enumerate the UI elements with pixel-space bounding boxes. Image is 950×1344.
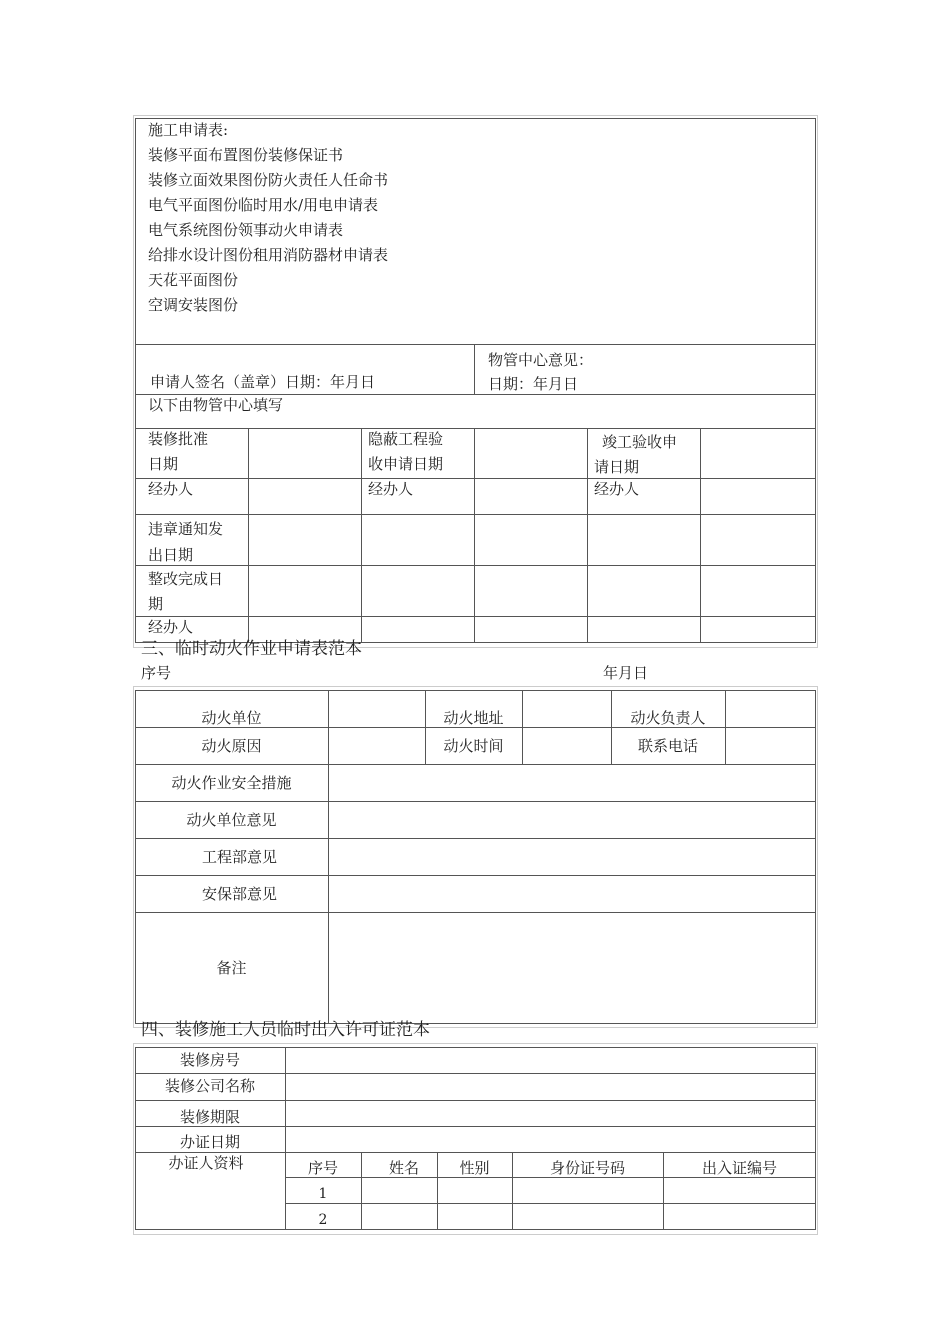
divider [135,1100,816,1101]
column-header: 出入证编号 [701,1159,777,1177]
material-item: 空调安装图份 [148,296,239,314]
section4-title: 四、装修施工人员临时出入许可证范本 [141,1020,430,1040]
engineering-opinion-label: 工程部意见 [201,848,277,866]
date-label: 年月日 [603,664,649,682]
applicant-info-label: 办证人资料 [168,1154,244,1172]
divider [135,838,816,839]
unit-opinion-label: 动火单位意见 [186,811,277,829]
material-item: 天花平面图份 [148,271,239,289]
divider [361,428,362,643]
column-header: 姓名 [388,1159,419,1177]
company-name-label: 装修公司名称 [164,1077,255,1095]
hidden-work-label: 隐蔽工程验 [368,430,444,448]
remarks-label: 备注 [216,959,247,977]
divider [135,1073,816,1074]
column-header: 身份证号码 [549,1159,625,1177]
divider [587,428,588,643]
material-item: 电气平面图份临时用水/用电申请表 [148,196,379,214]
room-no-label: 装修房号 [179,1051,240,1069]
divider [522,690,523,764]
contact-phone-label: 联系电话 [637,737,698,755]
materials-list [148,118,388,318]
fire-address-label: 动火地址 [443,709,504,727]
period-label: 装修期限 [179,1108,240,1126]
divider [474,428,475,643]
row-number: 2 [318,1212,328,1228]
fire-time-label: 动火时间 [443,737,504,755]
divider [135,912,816,913]
divider [700,428,701,643]
divider [135,428,816,429]
divider [135,478,816,479]
divider [474,344,475,394]
row-number: 1 [318,1186,328,1202]
divider [361,1152,362,1230]
divider [725,690,726,764]
rectify-label: 整改完成日 [148,570,224,588]
mgmt-opinion-label: 物管中心意见： [488,351,594,369]
material-item: 给排水设计图份租用消防器材申请表 [148,246,389,264]
handler-label: 经办人 [368,480,414,498]
material-item: 电气系统图份领事动火申请表 [148,221,344,239]
handler-label: 经办人 [594,480,640,498]
hidden-work-label-2: 收申请日期 [368,455,444,473]
section3-title: 三、临时动火作业申请表范本 [141,639,362,659]
material-item: 装修立面效果图份防火责任人任命书 [148,171,389,189]
fire-unit-label: 动火单位 [201,709,262,727]
rectify-label-2: 期 [148,595,164,613]
security-opinion-label: 安保部意见 [201,885,277,903]
divider [135,514,816,515]
applicant-signature-label: 申请人签名（盖章）日期：年月日 [150,373,376,391]
divider [135,801,816,802]
divider [135,875,816,876]
completion-label: 竣工验收申 [602,433,678,451]
approval-date-label: 装修批准 [148,430,209,448]
divider [135,616,816,617]
handler-label: 经办人 [148,618,194,636]
fill-below-note: 以下由物管中心填写 [148,396,284,414]
divider [135,764,816,765]
divider [285,1203,816,1204]
handler-label: 经办人 [148,480,194,498]
serial-label: 序号 [141,664,172,682]
safety-measures-label: 动火作业安全措施 [171,774,292,792]
divider [135,344,816,345]
divider [248,428,249,643]
mgmt-date-label: 日期：年月日 [488,375,579,393]
column-header: 性别 [459,1159,490,1177]
material-item: 装修平面布置图份装修保证书 [148,146,344,164]
fire-reason-label: 动火原因 [201,737,262,755]
violation-label: 违章通知发 [148,520,224,538]
violation-label-2: 出日期 [148,546,194,564]
fire-leader-label: 动火负责人 [630,709,706,727]
materials-title: 施工申请表: [148,121,229,139]
issue-date-label: 办证日期 [179,1133,240,1151]
divider [135,565,816,566]
approval-date-label-2: 日期 [148,455,179,473]
completion-label-2: 请日期 [594,458,640,476]
column-header: 序号 [307,1159,338,1177]
